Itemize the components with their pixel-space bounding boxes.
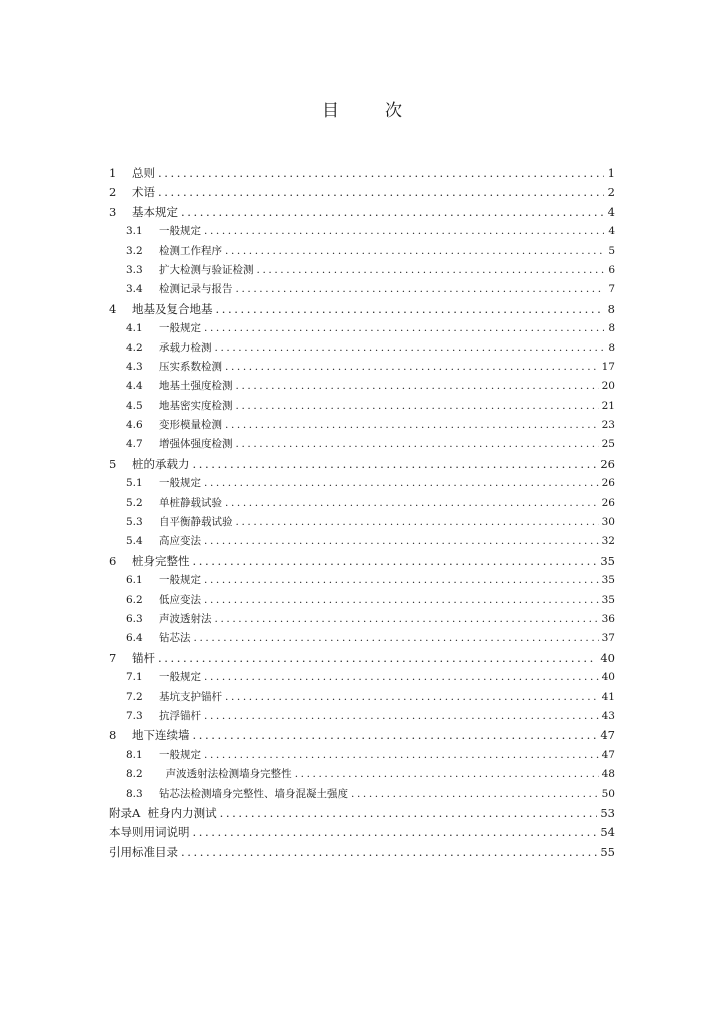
toc-entry-page: 47: [600, 728, 615, 743]
toc-entry[interactable]: [109, 280, 615, 299]
toc-leader-dots: [204, 591, 599, 610]
toc-entry-label: 基坑支护锚杆: [159, 690, 222, 703]
toc-entry-page: 21: [601, 399, 615, 412]
toc-leader-dots: [351, 785, 599, 804]
toc-entry-label: 增强体强度检测: [159, 438, 233, 451]
toc-entry[interactable]: [109, 494, 615, 513]
toc-entry-page: 41: [601, 690, 615, 703]
toc-entry-page: 4: [607, 204, 615, 219]
toc-leader-dots: [220, 804, 598, 823]
toc-entry-page: 40: [600, 650, 615, 665]
toc-entry-label: 声波透射法检测墙身完整性: [159, 768, 292, 781]
toc-entry-number: 3: [109, 204, 117, 219]
toc-entry-page: 25: [601, 438, 615, 451]
toc-leader-dots: [158, 649, 597, 668]
toc-entry-label: 桩的承载力: [132, 456, 190, 471]
toc-entry-label: 一般规定: [159, 574, 201, 587]
toc-entry-label: 地基土强度检测: [159, 380, 233, 393]
toc-entry-label: 钻芯法检测墙身完整性、墙身混凝土强度: [159, 787, 348, 800]
toc-entry[interactable]: [109, 610, 615, 629]
toc-entry-page: 1: [607, 166, 615, 180]
toc-leader-dots: [236, 397, 599, 416]
toc-entry-number: 3.2: [126, 244, 143, 257]
toc-leader-dots: [158, 183, 604, 202]
toc-entry-page: 7: [608, 283, 615, 296]
toc-entry[interactable]: [109, 843, 615, 862]
toc-entry-label: 压实系数检测: [159, 360, 222, 373]
toc-leader-dots: [193, 552, 598, 571]
toc-entry-number: 3.3: [126, 263, 143, 276]
toc-leader-dots: [236, 513, 599, 532]
toc-entry-label: 高应变法: [159, 535, 201, 548]
toc-leader-dots: [225, 242, 604, 261]
toc-leader-dots: [193, 726, 598, 745]
toc-entry-number: 4.7: [126, 438, 143, 451]
toc-leader-dots: [257, 261, 605, 280]
title-char-1: 目: [322, 101, 339, 121]
toc-leader-dots: [216, 300, 605, 319]
toc-entry[interactable]: [109, 707, 615, 726]
toc-entry-label: 地下连续墙: [132, 728, 190, 743]
toc-leader-dots: [236, 377, 599, 396]
toc-entry[interactable]: [109, 532, 615, 551]
toc-entry-number: 7.3: [126, 709, 143, 722]
toc-entry[interactable]: [109, 300, 615, 319]
toc-entry[interactable]: [109, 416, 615, 435]
toc-entry-page: 8: [608, 322, 615, 335]
toc-entry[interactable]: [109, 688, 615, 707]
toc-entry[interactable]: [109, 397, 615, 416]
toc-entry-page: 35: [601, 574, 615, 587]
toc-entry[interactable]: [109, 319, 615, 338]
toc-entry[interactable]: [109, 183, 615, 202]
toc-entry-page: 37: [601, 632, 615, 645]
toc-entry-number: 5.4: [126, 535, 143, 548]
toc-entry-page: 26: [600, 456, 615, 471]
toc-entry-page: 36: [601, 612, 615, 625]
toc-entry[interactable]: [109, 377, 615, 396]
toc-leader-dots: [225, 358, 599, 377]
toc-entry-number: 8.3: [126, 787, 143, 800]
toc-entry-page: 2: [607, 185, 615, 200]
toc-entry-page: 8: [607, 301, 615, 316]
toc-entry-page: 26: [601, 477, 615, 490]
toc-entry[interactable]: [109, 435, 615, 454]
toc-leader-dots: [236, 435, 599, 454]
toc-entry-page: 53: [600, 805, 615, 820]
toc-entry-number: 8.1: [126, 748, 143, 761]
toc-entry-label: 地基密实度检测: [159, 399, 233, 412]
toc-leader-dots: [225, 494, 599, 513]
toc-entry-number: 6.3: [126, 612, 143, 625]
toc-leader-dots: [181, 203, 604, 222]
toc-entry-page: 35: [601, 593, 615, 606]
toc-entry-number: 5.1: [126, 477, 143, 490]
toc-leader-dots: [194, 629, 599, 648]
toc-entry-number: 7: [109, 650, 117, 665]
toc-entry-page: 55: [600, 844, 615, 859]
toc-entry-number: 4.3: [126, 360, 143, 373]
toc-entry-number: 6.4: [126, 632, 143, 645]
toc-entry-number: 7.1: [126, 671, 143, 684]
toc-entry[interactable]: [109, 765, 615, 784]
toc-entry-number: 1: [109, 166, 117, 180]
toc-entry-page: 6: [608, 263, 615, 276]
toc-entry-label: 地基及复合地基: [132, 301, 213, 316]
toc-entry[interactable]: [109, 571, 615, 590]
toc-leader-dots: [295, 765, 599, 784]
toc-entry-page: 48: [601, 768, 615, 781]
toc-entry-label: 变形模量检测: [159, 419, 222, 432]
toc-entry-number: 4.4: [126, 380, 143, 393]
toc-entry[interactable]: [109, 804, 615, 823]
toc-leader-dots: [215, 339, 605, 358]
toc-entry-label: 总则: [132, 166, 155, 180]
toc-entry[interactable]: [109, 823, 615, 842]
toc-entry-number: 8: [109, 728, 117, 743]
toc-leader-dots: [225, 416, 599, 435]
toc-entry-number: 6.1: [126, 574, 143, 587]
toc-entry-label: 扩大检测与验证检测: [159, 263, 254, 276]
toc-entry-page: 20: [601, 380, 615, 393]
toc-entry-number: 3.4: [126, 283, 143, 296]
toc-entry[interactable]: [109, 474, 615, 493]
toc-entry-number: 5: [109, 456, 117, 471]
toc-entry-page: 50: [601, 787, 615, 800]
toc-entry-label: 附录A 桩身内力测试: [109, 805, 217, 820]
title-char-2: 次: [385, 101, 402, 121]
toc-entry-label: 钻芯法: [159, 632, 191, 645]
toc-entry-number: 5.2: [126, 496, 143, 509]
toc-entry-number: 3.1: [126, 225, 143, 238]
toc-entry[interactable]: [109, 164, 615, 183]
toc-entry-page: 8: [608, 341, 615, 354]
toc-entry-number: 6: [109, 553, 117, 568]
toc-entry-page: 54: [600, 825, 615, 840]
toc-entry-page: 32: [601, 535, 615, 548]
toc-entry-label: 锚杆: [132, 650, 155, 665]
toc-entry[interactable]: [109, 746, 615, 765]
toc-entry[interactable]: [109, 203, 615, 222]
toc-entry-label: 一般规定: [159, 671, 201, 684]
toc-entry-number: 4.1: [126, 322, 143, 335]
toc-entry[interactable]: [109, 629, 615, 648]
toc-entry-label: 检测工作程序: [159, 244, 222, 257]
page-title: [0, 96, 724, 121]
toc-entry-label: 检测记录与报告: [159, 283, 233, 296]
toc-entry-label: 低应变法: [159, 593, 201, 606]
toc-entry-label: 承载力检测: [159, 341, 212, 354]
toc-entry[interactable]: [109, 513, 615, 532]
toc-entry-number: 8.2: [126, 768, 143, 781]
toc-entry-label: 一般规定: [159, 477, 201, 490]
toc-entry-label: 术语: [132, 185, 155, 200]
toc-leader-dots: [181, 843, 597, 862]
toc-entry-label: 一般规定: [159, 322, 201, 335]
toc-leader-dots: [204, 571, 599, 590]
toc-entry-label: 本导则用词说明: [109, 825, 190, 840]
toc-entry[interactable]: [109, 649, 615, 668]
toc-entry-label: 自平衡静载试验: [159, 516, 233, 529]
toc-leader-dots: [158, 164, 604, 183]
toc-entry-number: 4.2: [126, 341, 143, 354]
toc-entry[interactable]: [109, 552, 615, 571]
toc-entry[interactable]: [109, 455, 615, 474]
toc-entry-number: 4: [109, 301, 117, 316]
toc-entry[interactable]: [109, 339, 615, 358]
toc-leader-dots: [215, 610, 599, 629]
toc-entry-page: 35: [600, 553, 615, 568]
toc-entry-page: 23: [601, 419, 615, 432]
toc-leader-dots: [193, 823, 598, 842]
toc-leader-dots: [204, 746, 599, 765]
toc-entry-label: 桩身完整性: [132, 553, 190, 568]
table-of-contents: [109, 164, 615, 862]
toc-entry[interactable]: [109, 668, 615, 687]
toc-entry-number: 6.2: [126, 593, 143, 606]
toc-entry-number: 4.5: [126, 399, 143, 412]
toc-leader-dots: [204, 668, 599, 687]
toc-entry-page: 4: [608, 225, 615, 238]
toc-entry-page: 40: [601, 671, 615, 684]
toc-leader-dots: [193, 455, 598, 474]
toc-entry-label: 引用标准目录: [109, 844, 178, 859]
toc-leader-dots: [236, 280, 605, 299]
toc-entry[interactable]: [109, 261, 615, 280]
toc-entry[interactable]: [109, 242, 615, 261]
toc-entry-label: 单桩静载试验: [159, 496, 222, 509]
toc-entry[interactable]: [109, 222, 615, 241]
toc-entry-label: 一般规定: [159, 748, 201, 761]
toc-entry-label: 声波透射法: [159, 612, 212, 625]
toc-leader-dots: [204, 474, 599, 493]
toc-entry-page: 47: [601, 748, 615, 761]
toc-entry-page: 30: [601, 516, 615, 529]
toc-entry-label: 基本规定: [132, 204, 178, 219]
toc-entry-page: 26: [601, 496, 615, 509]
toc-entry-number: 2: [109, 185, 117, 200]
toc-entry-page: 43: [601, 709, 615, 722]
toc-entry[interactable]: [109, 726, 615, 745]
toc-entry[interactable]: [109, 358, 615, 377]
toc-leader-dots: [225, 688, 599, 707]
toc-entry-label: 抗浮锚杆: [159, 709, 201, 722]
toc-entry-label: 一般规定: [159, 225, 201, 238]
toc-entry-page: 5: [608, 244, 615, 257]
toc-entry-number: 7.2: [126, 690, 143, 703]
toc-entry-number: 5.3: [126, 516, 143, 529]
toc-entry-number: 4.6: [126, 419, 143, 432]
toc-entry[interactable]: [109, 591, 615, 610]
toc-leader-dots: [204, 707, 599, 726]
toc-leader-dots: [204, 532, 599, 551]
toc-leader-dots: [204, 222, 604, 241]
toc-entry-page: 17: [601, 360, 615, 373]
toc-entry[interactable]: [109, 785, 615, 804]
toc-leader-dots: [204, 319, 604, 338]
